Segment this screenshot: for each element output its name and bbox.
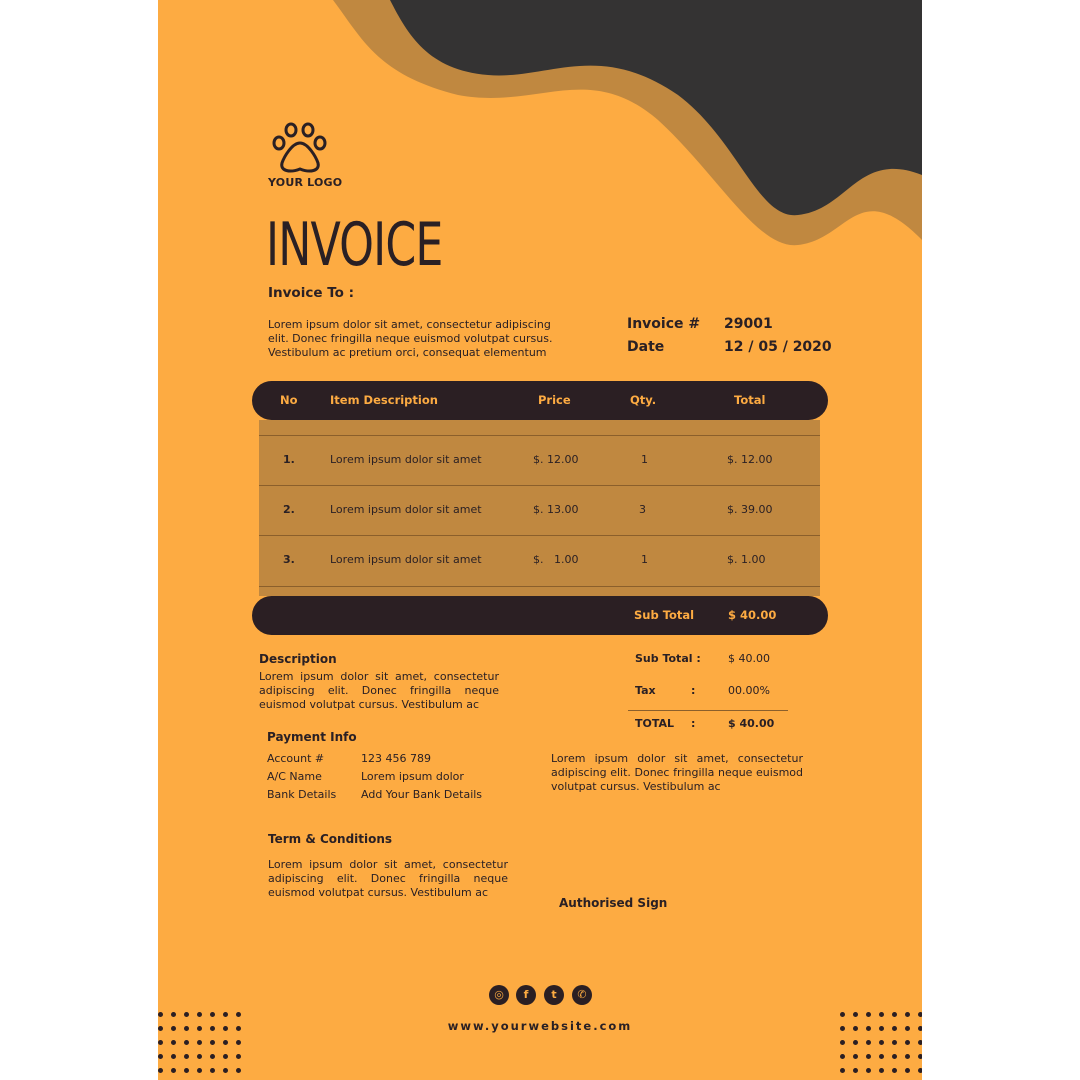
invoice-number-label: Invoice # xyxy=(627,316,701,332)
decorative-dot xyxy=(918,1040,922,1045)
decorative-dot xyxy=(210,1054,215,1059)
decorative-dot xyxy=(853,1040,858,1045)
decorative-dot xyxy=(879,1026,884,1031)
total-value: $ 40.00 xyxy=(728,717,775,730)
facebook-icon[interactable]: f xyxy=(516,985,536,1005)
summary-subtotal-value: $ 40.00 xyxy=(728,652,770,665)
row-total: $. 12.00 xyxy=(727,453,773,466)
row-no: 1. xyxy=(283,453,295,466)
decorative-dot xyxy=(184,1054,189,1059)
decorative-dot xyxy=(866,1054,871,1059)
notes-text: Lorem ipsum dolor sit amet, consectetur adipiscing elit. Donec fringilla neque euismod volutpat cursus. Vestibulum ac xyxy=(551,752,803,793)
decorative-dot xyxy=(866,1068,871,1073)
decorative-dot xyxy=(905,1026,910,1031)
invoice-number-value: 29001 xyxy=(724,316,773,332)
decorative-dot xyxy=(918,1012,922,1017)
decorative-dot xyxy=(892,1054,897,1059)
row-price: $. 13.00 xyxy=(533,503,579,516)
decorative-dot xyxy=(236,1040,241,1045)
instagram-icon[interactable]: ◎ xyxy=(489,985,509,1005)
decorative-dot xyxy=(236,1068,241,1073)
row-price: $. 1.00 xyxy=(533,553,579,566)
decorative-dot xyxy=(158,1068,163,1073)
decorative-dot xyxy=(840,1068,845,1073)
decorative-dot xyxy=(892,1040,897,1045)
row-description: Lorem ipsum dolor sit amet xyxy=(330,553,482,566)
decorative-dot xyxy=(158,1026,163,1031)
authorised-sign: Authorised Sign xyxy=(559,896,668,910)
header-qty: Qty. xyxy=(630,393,657,407)
row-price: $. 12.00 xyxy=(533,453,579,466)
decorative-dot xyxy=(840,1054,845,1059)
row-qty: 1 xyxy=(641,553,648,566)
decorative-dot xyxy=(197,1026,202,1031)
decorative-dot xyxy=(171,1040,176,1045)
decorative-dot xyxy=(840,1026,845,1031)
decorative-dot xyxy=(184,1026,189,1031)
decorative-dot xyxy=(197,1068,202,1073)
decorative-dot xyxy=(840,1040,845,1045)
decorative-dot xyxy=(879,1040,884,1045)
decorative-dot xyxy=(158,1054,163,1059)
decorative-dots-right xyxy=(840,1012,922,1080)
whatsapp-icon[interactable]: ✆ xyxy=(572,985,592,1005)
decorative-dot xyxy=(918,1054,922,1059)
row-no: 2. xyxy=(283,503,295,516)
terms-label: Term & Conditions xyxy=(268,832,393,846)
subtotal-value: $ 40.00 xyxy=(728,608,777,622)
row-no: 3. xyxy=(283,553,295,566)
terms-text: Lorem ipsum dolor sit amet, consectetur adipiscing elit. Donec fringilla neque euismod volutpat cursus. Vestibulum ac xyxy=(268,858,508,899)
decorative-dot xyxy=(197,1012,202,1017)
decorative-dot xyxy=(236,1012,241,1017)
logo-text: YOUR LOGO xyxy=(268,176,343,189)
decorative-dot xyxy=(184,1012,189,1017)
header-total: Total xyxy=(734,393,766,407)
decorative-dot xyxy=(879,1012,884,1017)
decorative-dot xyxy=(210,1040,215,1045)
decorative-dot xyxy=(853,1012,858,1017)
payment-key: A/C Name xyxy=(267,770,322,783)
decorative-dot xyxy=(866,1026,871,1031)
decorative-dot xyxy=(853,1054,858,1059)
tax-label: Tax xyxy=(635,684,656,697)
tax-value: 00.00% xyxy=(728,684,770,697)
date-label: Date xyxy=(627,339,665,355)
table-row xyxy=(259,485,820,536)
description-label: Description xyxy=(259,652,337,666)
decorative-dot xyxy=(171,1012,176,1017)
decorative-dot xyxy=(892,1026,897,1031)
decorative-dot xyxy=(210,1012,215,1017)
decorative-dot xyxy=(223,1054,228,1059)
header-price: Price xyxy=(538,393,571,407)
payment-value: Lorem ipsum dolor xyxy=(361,770,464,783)
row-description: Lorem ipsum dolor sit amet xyxy=(330,453,482,466)
page-title: INVOICE xyxy=(266,210,443,280)
row-qty: 3 xyxy=(639,503,646,516)
decorative-dot xyxy=(171,1026,176,1031)
decorative-dot xyxy=(853,1068,858,1073)
decorative-dot xyxy=(236,1026,241,1031)
decorative-dot xyxy=(223,1026,228,1031)
decorative-dot xyxy=(171,1054,176,1059)
row-total: $. 39.00 xyxy=(727,503,773,516)
decorative-dot xyxy=(892,1012,897,1017)
date-value: 12 / 05 / 2020 xyxy=(724,339,832,355)
decorative-dot xyxy=(853,1026,858,1031)
invoice-to-text: Lorem ipsum dolor sit amet, consectetur adipiscing elit. Donec fringilla neque euismod volutpat cursus. Vestibulum ac pretium orci, consequat elementum xyxy=(268,318,553,359)
decorative-dot xyxy=(236,1054,241,1059)
decorative-dot xyxy=(879,1054,884,1059)
table-row xyxy=(259,435,820,486)
decorative-dot xyxy=(905,1040,910,1045)
decorative-dot xyxy=(866,1040,871,1045)
decorative-dot xyxy=(905,1068,910,1073)
paw-icon xyxy=(270,121,330,177)
row-qty: 1 xyxy=(641,453,648,466)
tax-colon: : xyxy=(691,684,696,697)
table-header xyxy=(252,381,828,420)
decorative-dot xyxy=(158,1012,163,1017)
decorative-dot xyxy=(197,1040,202,1045)
table-footer xyxy=(252,596,828,635)
decorative-dot xyxy=(210,1026,215,1031)
payment-value: 123 456 789 xyxy=(361,752,431,765)
payment-key: Bank Details xyxy=(267,788,337,801)
payment-info-label: Payment Info xyxy=(267,730,357,744)
table-body xyxy=(259,420,820,596)
invoice-to-label: Invoice To : xyxy=(268,285,354,301)
decorative-dot xyxy=(184,1068,189,1073)
website-link[interactable]: www.yourwebsite.com xyxy=(447,1019,633,1033)
decorative-dot xyxy=(918,1026,922,1031)
decorative-dot xyxy=(905,1012,910,1017)
payment-value: Add Your Bank Details xyxy=(361,788,483,801)
decorative-dot xyxy=(171,1068,176,1073)
row-description: Lorem ipsum dolor sit amet xyxy=(330,503,482,516)
decorative-dot xyxy=(210,1068,215,1073)
header-description: Item Description xyxy=(330,393,438,407)
decorative-dot xyxy=(879,1068,884,1073)
decorative-dot xyxy=(840,1012,845,1017)
summary-subtotal-label: Sub Total : xyxy=(635,652,701,665)
twitter-icon[interactable]: t xyxy=(544,985,564,1005)
decorative-dot xyxy=(223,1040,228,1045)
table-row xyxy=(259,535,820,587)
decorative-dot xyxy=(223,1068,228,1073)
subtotal-label: Sub Total xyxy=(634,608,695,622)
decorative-dot xyxy=(158,1040,163,1045)
description-text: Lorem ipsum dolor sit amet, consectetur adipiscing elit. Donec fringilla neque euismod volutpat cursus. Vestibulum ac xyxy=(259,670,499,711)
total-colon: : xyxy=(691,717,696,730)
payment-key: Account # xyxy=(267,752,325,765)
summary-divider xyxy=(628,710,788,711)
decorative-dot xyxy=(197,1054,202,1059)
invoice-page xyxy=(158,0,922,1080)
decorative-dot xyxy=(866,1012,871,1017)
decorative-dot xyxy=(892,1068,897,1073)
decorative-dot xyxy=(918,1068,922,1073)
decorative-dots-left xyxy=(158,1012,248,1080)
decorative-dot xyxy=(905,1054,910,1059)
header-no: No xyxy=(280,393,298,407)
total-label: TOTAL xyxy=(635,717,675,730)
row-total: $. 1.00 xyxy=(727,553,766,566)
decorative-dot xyxy=(223,1012,228,1017)
decorative-dot xyxy=(184,1040,189,1045)
